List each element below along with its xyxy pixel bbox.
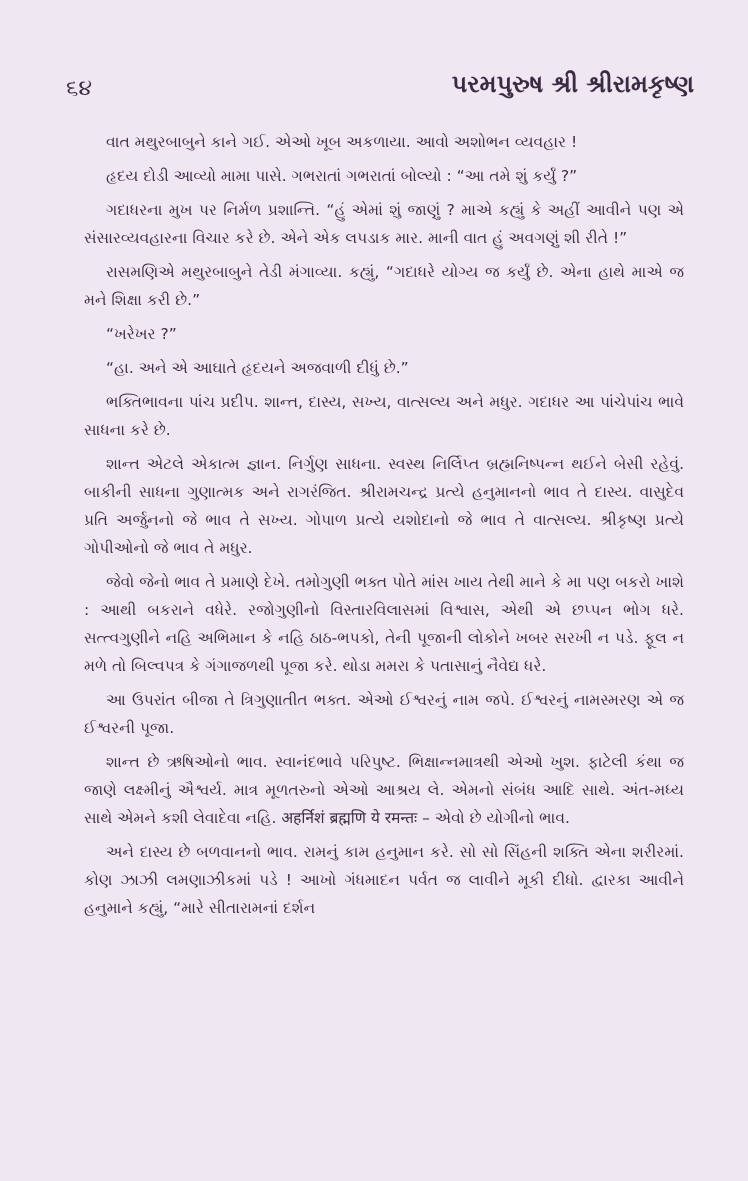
paragraph: અને દાસ્ય છે બળવાનનો ભાવ. રામનું કામ હનુમાન કરે. સો સો સિંહની શક્તિ એના શરીરમાં. કોણ ઝાઝી લમણાઝીકમાં પડે ! આખો ગંધમાદન પર્વત જ લાવીને મૂકી દીધો. દ્વારકા આવીને હનુમાને કહ્યું, “મારે સીતારામનાં દર્શન (84, 843, 684, 917)
paragraph: શાન્ત છે ઋષિઓનો ભાવ. સ્વાનંદભાવે પરિપુષ્ટ. ભિક્ષાન્નમાત્રથી એઓ ખુશ. ફાટેલી કંથા જ જાણે લક્ષ્મીનું ઐશ્વર્ય. માત્ર મૂળતરુનો એઓ આશ્રય લે. એમનો સંબંધ આદિ સાથે. અંત-મધ્ય સાથે એમને કશી લેવાદેવા નહિ. अहर्निशं ब्रह्मणि ये रमन्तः – એવો છે યોગીનો ભાવ. (84, 753, 684, 827)
paragraph: “ખરેખર ?” (106, 325, 177, 343)
page-header (0, 70, 748, 110)
page-number: ૬૪ (66, 76, 92, 101)
paragraph: “હા. અને એ આઘાતે હૃદયને અજવાળી દીધું છે.” (106, 359, 409, 377)
paragraph: શાન્ત એટલે એકાત્મ જ્ઞાન. નિર્ગુણ સાધના. સ્વસ્થ નિર્લિપ્ત બ્રહ્મનિષ્પન્ન થઈને બેસી રહેવું. બાકીની સાધના ગુણાત્મક અને રાગરંજિત. શ્રીરામચન્દ્ર પ્રત્યે હનુમાનનો ભાવ તે દાસ્ય. વાસુદેવ પ્રતિ અર્જુનનો જે ભાવ તે સખ્ય. ગોપાળ પ્રત્યે યશોદાનો જે ભાવ તે વાત્સલ્ય. શ્રીકૃષ્ણ પ્રત્યે ગોપીઓનો જે ભાવ તે મધુર. (84, 455, 684, 557)
running-title: પરમપુરુષ શ્રી શ્રીરામકૃષ્ણ (451, 70, 694, 98)
paragraph: ભક્તિભાવના પાંચ પ્રદીપ. શાન્ત, દાસ્ય, સખ્ય, વાત્સલ્ય અને મધુર. ગદાધર આ પાંચેપાંચ ભાવે સાધના કરે છે. (84, 393, 684, 439)
paragraph: આ ઉપરાંત બીજા તે ત્રિગુણાતીત ભક્ત. એઓ ઈશ્વરનું નામ જપે. ઈશ્વરનું નામસ્મરણ એ જ ઈશ્વરની પૂજા. (84, 691, 684, 737)
paragraph: હૃદય દોડી આવ્યો મામા પાસે. ગભરાતાં ગભરાતાં બોલ્યો : “આ તમે શું કર્યું ?” (106, 167, 578, 185)
paragraph: જેવો જેનો ભાવ તે પ્રમાણે દેખે. તમોગુણી ભક્ત પોતે માંસ ખાય તેથી માને કે મા પણ બકરો ખાશે : આથી બકરાને વધેરે. રજોગુણીનો વિસ્તારવિલાસમાં વિશ્વાસ, એથી એ છપ્પન ભોગ ધરે. સત્ત્વગુણીને નહિ અભિમાન કે નહિ ઠાઠ-ભપકો, તેની પૂજાની લોકોને ખબર સરખી ન પડે. ફૂલ ન મળે તો બિલ્વપત્ર કે ગંગાજળથી પૂજા કરે. થોડા મમરા કે પતાસાનું નૈવેદ્ય ધરે. (84, 573, 684, 675)
paragraph: વાત મથુરબાબુને કાને ગઈ. એઓ ખૂબ અકળાયા. આવો અશોભન વ્યવહાર ! (106, 133, 578, 151)
paragraph: રાસમણિએ મથુરબાબુને તેડી મંગાવ્યા. કહ્યું, “ગદાધરે યોગ્ય જ કર્યું છે. એના હાથે માએ જ મને શિક્ષા કરી છે.” (84, 263, 684, 309)
paragraph: ગદાધરના મુખ પર નિર્મળ પ્રશાન્તિ. “હું એમાં શું જાણું ? માએ કહ્યું કે અહીં આવીને પણ એ સંસારવ્યવહારના વિચાર કરે છે. એને એક લપડાક માર. માની વાત હું અવગણું શી રીતે !” (84, 201, 684, 247)
body-text (84, 128, 684, 928)
